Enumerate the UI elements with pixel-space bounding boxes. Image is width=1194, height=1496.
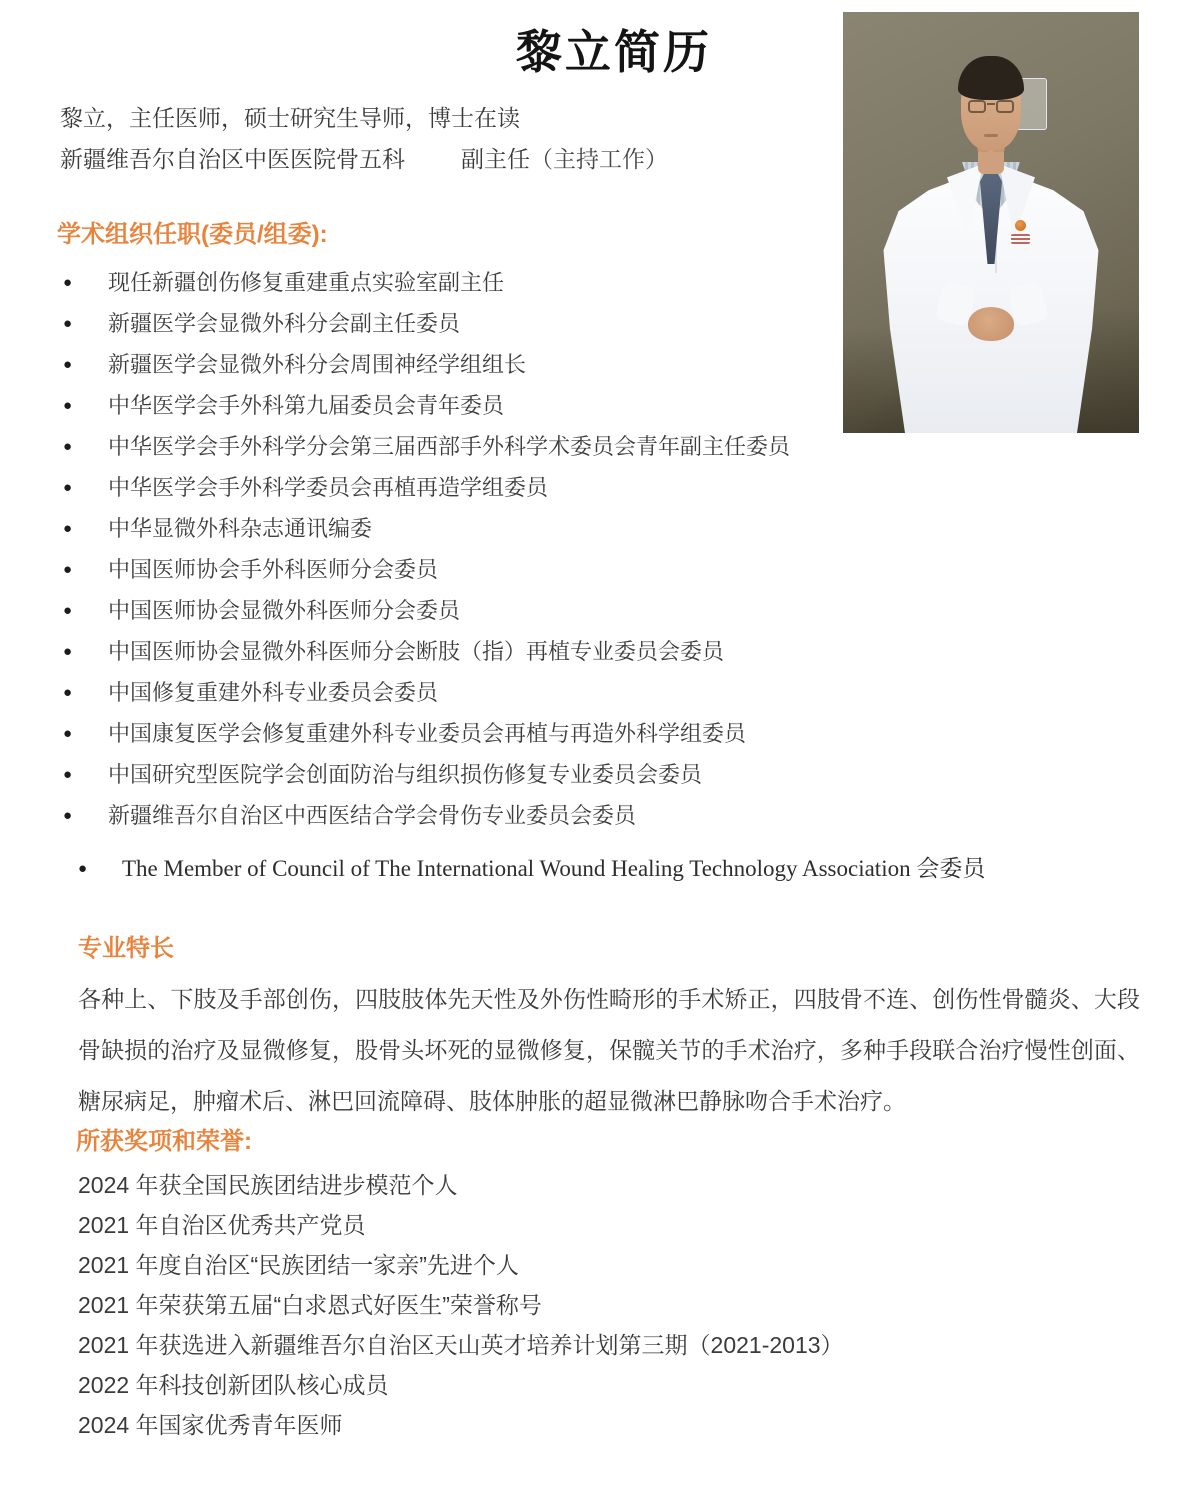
academic-list bbox=[0, 262, 1194, 836]
intro-role: 副主任 bbox=[461, 146, 530, 172]
academic-list-item: ● 中华医学会手外科学分会第三届西部手外科学术委员会青年副主任委员 bbox=[63, 426, 1194, 467]
intro-department: 新疆维吾尔自治区中医医院骨五科 bbox=[60, 146, 405, 172]
academic-list-item: ● 中国康复医学会修复重建外科专业委员会再植与再造外科学组委员 bbox=[63, 713, 1194, 754]
academic-list-item: ● 中华医学会手外科学委员会再植再造学组委员 bbox=[63, 467, 1194, 508]
specialty-paragraph: 各种上、下肢及手部创伤，四肢肢体先天性及外伤性畸形的手术矫正，四肢骨不连、创伤性骨髓炎、大段骨缺损的治疗及显微修复，股骨头坏死的显微修复，保髋关节的手术治疗，多种手段联合治疗慢性创面、糖尿病足，肿瘤术后、淋巴回流障碍、肢体肿胀的超显微淋巴静脉吻合手术治疗。 bbox=[78, 986, 1140, 1114]
academic-list-item: ● 新疆医学会显微外科分会副主任委员 bbox=[63, 303, 1194, 344]
award-item: 2021 年获选进入新疆维吾尔自治区天山英才培养计划第三期（2021-2013） bbox=[78, 1332, 844, 1358]
award-item: 2024 年获全国民族团结进步模范个人 bbox=[78, 1172, 458, 1198]
award-item: 2021 年荣获第五届“白求恩式好医生”荣誉称号 bbox=[78, 1292, 542, 1318]
award-item: 2024 年国家优秀青年医师 bbox=[78, 1412, 343, 1438]
academic-list-item-international: ● The Member of Council of The International Wound Healing Technology Association 会委员 bbox=[78, 852, 1194, 886]
academic-list-item: ● 中华显微外科杂志通讯编委 bbox=[63, 508, 1194, 549]
section-heading-academic: 学术组织任职(委员/组委): bbox=[57, 221, 328, 248]
hair-shape bbox=[958, 56, 1024, 100]
awards-list bbox=[78, 1165, 1194, 1445]
section-heading-awards: 所获奖项和荣誉: bbox=[76, 1128, 252, 1155]
mouth-shape bbox=[984, 134, 998, 137]
glasses-bridge bbox=[987, 103, 995, 105]
academic-list-item: ● 中国医师协会显微外科医师分会断肢（指）再植专业委员会委员 bbox=[63, 631, 1194, 672]
academic-list-item: ● 中国修复重建外科专业委员会委员 bbox=[63, 672, 1194, 713]
academic-list-item: ● 中华医学会手外科第九届委员会青年委员 bbox=[63, 385, 1194, 426]
page-title: 黎立简历 bbox=[516, 26, 712, 78]
face-shape bbox=[961, 60, 1021, 150]
intro-role-note: （主持工作） bbox=[530, 147, 668, 172]
section-heading-specialty: 专业特长 bbox=[78, 935, 174, 962]
academic-list-item: ● 新疆医学会显微外科分会周围神经学组组长 bbox=[63, 344, 1194, 385]
award-item: 2022 年科技创新团队核心成员 bbox=[78, 1372, 389, 1398]
academic-list-item: ● 新疆维吾尔自治区中西医结合学会骨伤专业委员会委员 bbox=[63, 795, 1194, 836]
academic-list-item: ● 现任新疆创伤修复重建重点实验室副主任 bbox=[63, 262, 1194, 303]
academic-list-item: ● 中国医师协会手外科医师分会委员 bbox=[63, 549, 1194, 590]
academic-list-item: ● 中国医师协会显微外科医师分会委员 bbox=[63, 590, 1194, 631]
glasses-shape bbox=[968, 100, 1014, 115]
academic-list-item: ● 中国研究型医院学会创面防治与组织损伤修复专业委员会委员 bbox=[63, 754, 1194, 795]
award-item: 2021 年自治区优秀共产党员 bbox=[78, 1212, 366, 1238]
award-item: 2021 年度自治区“民族团结一家亲”先进个人 bbox=[78, 1252, 519, 1278]
intro-line-1: 黎立，主任医师，硕士研究生导师，博士在读 bbox=[60, 105, 520, 131]
hospital-badge-logo bbox=[1009, 220, 1033, 250]
